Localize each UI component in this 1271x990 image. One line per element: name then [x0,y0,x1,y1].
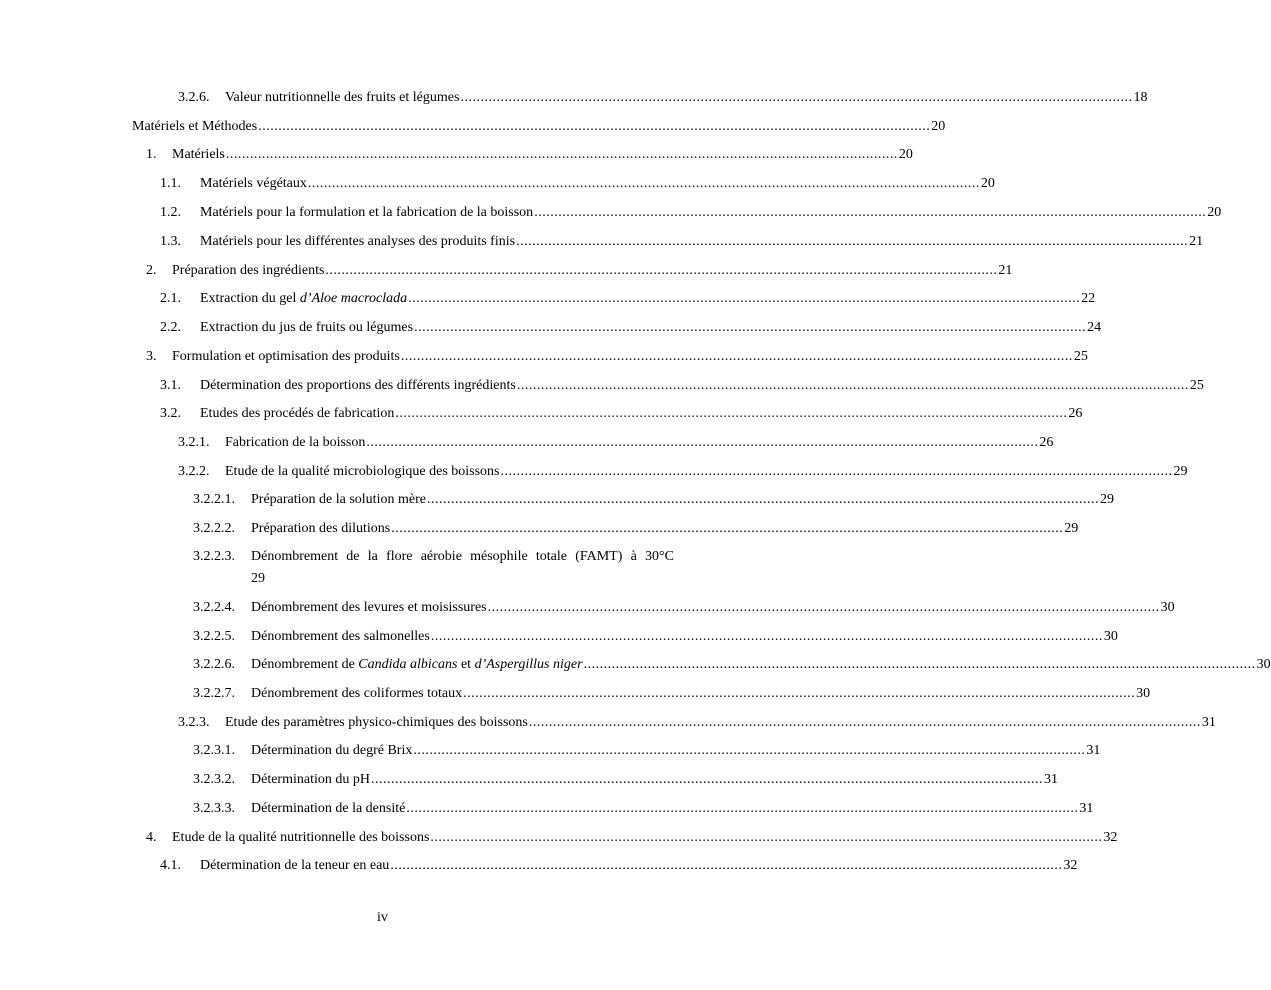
toc-entry-title: Détermination de la teneur en eau [200,858,390,873]
toc-dot-leader: ........................................................................................................................................................................ [395,406,1068,421]
toc-entry-number: 3.2.2.1. [193,492,235,507]
toc-entry-2-1[interactable] [160,289,1096,309]
toc-entry-title: Détermination du pH [251,772,370,787]
toc-entry-page: 26 [1068,406,1083,421]
toc-entry-number: 3.2.2.2. [193,521,235,536]
toc-entry-title: Préparation des ingrédients [172,263,325,278]
toc-entry-number: 4. [146,830,157,845]
toc-entry-title: Détermination des proportions des différents ingrédients [200,378,516,393]
toc-entry-page: 21 [1189,234,1204,249]
toc-entry-3-2-2-1[interactable] [193,490,1114,510]
toc-entry-title: Dénombrement des levures et moisissures [251,600,487,615]
toc-entry-number: 2. [146,263,157,278]
toc-title-text-mid: et [457,657,475,672]
toc-entry-number: 1.2. [160,205,181,220]
toc-entry-page: 21 [998,263,1013,278]
toc-entry-page: 26 [1039,435,1054,450]
toc-entry-title: Matériels pour les différentes analyses des produits finis [200,234,516,249]
toc-dot-leader: ........................................................................................................................................................................ [430,830,1103,845]
toc-dot-leader: ........................................................................................................................................................................ [463,686,1136,701]
toc-entry-1[interactable] [146,145,913,165]
toc-entry-number: 3.2.2.3. [193,549,235,564]
toc-entry-title: Matériels végétaux [200,176,307,191]
toc-entry-3-2-2-5[interactable] [193,627,1118,647]
toc-dot-leader: ........................................................................................................................................................................ [430,629,1103,644]
toc-entry-page: 20 [1207,205,1222,220]
toc-entry-3-2-2-4[interactable] [193,598,1175,618]
toc-entry-page: 32 [1103,830,1118,845]
toc-entry-2[interactable] [146,261,1013,281]
toc-dot-leader: ........................................................................................................................................................................ [487,600,1160,615]
toc-entry-3-1[interactable] [160,376,1204,396]
toc-dot-leader: ........................................................................................................................................................................ [391,521,1064,536]
toc-entry-page: 20 [931,119,946,134]
toc-entry-number: 1.1. [160,176,181,191]
toc-entry-page: 24 [1087,320,1102,335]
toc-entry-page: 29 [251,571,265,586]
toc-title-text: Extraction du gel [200,291,300,306]
toc-entry-title: Fabrication de la boisson [225,435,366,450]
toc-entry-page: 22 [1081,291,1096,306]
toc-entry-number: 3.2.2. [178,464,210,479]
toc-dot-leader: ........................................................................................................................................................................ [528,715,1201,730]
toc-entry-number: 3.1. [160,378,181,393]
toc-dot-leader: ........................................................................................................................................................................ [325,263,998,278]
toc-entry-number: 2.1. [160,291,181,306]
toc-entry-4[interactable] [146,828,1118,848]
toc-title-italic-2: d’Aspergillus niger [474,657,583,672]
toc-entry-3-2-3-1[interactable] [193,741,1101,761]
toc-entry-title [200,289,407,309]
toc-entry-page: 18 [1133,90,1148,105]
toc-entry-title: Etude des paramètres physico-chimiques des boissons [225,715,528,730]
toc-entry-3-2-2-6[interactable] [193,655,1271,675]
toc-entry-3-2-2-2[interactable] [193,519,1079,539]
toc-entry-4-1[interactable] [160,856,1078,876]
toc-entry-number: 3.2.3.3. [193,801,235,816]
toc-entry-title: Matériels [172,147,225,162]
toc-entry-page: 31 [1043,772,1058,787]
toc-entry-page: 29 [1099,492,1114,507]
toc-dot-leader: ........................................................................................................................................................................ [406,801,1079,816]
toc-entry-number: 3.2.2.5. [193,629,235,644]
toc-title-text: Dénombrement de [251,657,359,672]
toc-entry-page: 20 [980,176,995,191]
toc-entry-number: 3.2.3.1. [193,743,235,758]
toc-dot-leader: ........................................................................................................................................................................ [583,657,1256,672]
toc-entry-page: 30 [1103,629,1118,644]
toc-dot-leader: ........................................................................................................................................................................ [225,147,898,162]
toc-entry-page: 20 [898,147,913,162]
toc-dot-leader: ........................................................................................................................................................................ [426,492,1099,507]
toc-entry-title: Valeur nutritionnelle des fruits et légumes [225,90,460,105]
toc-entry-1-2[interactable] [160,203,1222,223]
toc-title-italic: d’Aloe macroclada [299,291,408,306]
toc-dot-leader: ........................................................................................................................................................................ [307,176,980,191]
toc-entry-number: 3. [146,349,157,364]
toc-entry-title: Préparation de la solution mère [251,492,426,507]
toc-dot-leader: ........................................................................................................................................................................ [460,90,1133,105]
toc-entry-number: 2.2. [160,320,181,335]
toc-dot-leader: ........................................................................................................................................................................ [500,464,1173,479]
toc-entry-page: 30 [1256,657,1271,672]
toc-entry-title: Etude de la qualité microbiologique des boissons [225,464,500,479]
toc-entry-number: 3.2.3. [178,715,210,730]
toc-entry-page: 31 [1086,743,1101,758]
toc-entry-materiels-et-methodes[interactable] [132,117,946,137]
toc-dot-leader: ........................................................................................................................................................................ [370,772,1043,787]
toc-entry-page: 32 [1063,858,1078,873]
toc-dot-leader: ........................................................................................................................................................................ [408,291,1081,306]
toc-entry-page: 25 [1189,378,1204,393]
toc-entry-page: 29 [1064,521,1079,536]
toc-entry-number: 3.2.1. [178,435,210,450]
toc-dot-leader: ........................................................................................................................................................................ [366,435,1039,450]
toc-entry-page: 30 [1160,600,1175,615]
toc-entry-1-3[interactable] [160,232,1204,252]
toc-entry-3-2-2-3[interactable] [193,546,674,590]
toc-dot-leader: ........................................................................................................................................................................ [400,349,1073,364]
toc-entry-number: 4.1. [160,858,181,873]
toc-entry-page: 25 [1073,349,1088,364]
toc-entry-3[interactable] [146,347,1088,367]
toc-dot-leader: ........................................................................................................................................................................ [414,320,1087,335]
toc-dot-leader: ........................................................................................................................................................................ [516,234,1189,249]
toc-entry-title: Matériels pour la formulation et la fabrication de la boisson [200,205,534,220]
toc-entry-number: 3.2.2.4. [193,600,235,615]
toc-entry-3-2-3-3[interactable] [193,799,1094,819]
toc-entry-1-1[interactable] [160,174,995,194]
toc-entry-page: 29 [1173,464,1188,479]
toc-dot-leader: ........................................................................................................................................................................ [390,858,1063,873]
toc-entry-number: 3.2. [160,406,181,421]
toc-entry-title: Formulation et optimisation des produits [172,349,400,364]
toc-entry-number: 1. [146,147,157,162]
toc-dot-leader: ........................................................................................................................................................................ [516,378,1189,393]
toc-entry-3-2-2-7[interactable] [193,684,1151,704]
page-number: iv [377,910,388,925]
toc-entry-title: Préparation des dilutions [251,521,391,536]
toc-entry-page: 30 [1136,686,1151,701]
toc-entry-page: 31 [1201,715,1216,730]
toc-entry-3-2[interactable] [160,404,1083,424]
toc-entry-title: Dénombrement de la flore aérobie mésophile totale (FAMT) à 30°C [251,549,674,564]
toc-entry-title: Dénombrement des salmonelles [251,629,430,644]
toc-entry-2-2[interactable] [160,318,1102,338]
toc-title-italic: Candida albicans [358,657,458,672]
toc-entry-number: 3.2.3.2. [193,772,235,787]
toc-entry-title: Etudes des procédés de fabrication [200,406,395,421]
toc-entry-title: Détermination de la densité [251,801,406,816]
toc-entry-title [251,655,583,675]
toc-entry-title: Dénombrement des coliformes totaux [251,686,463,701]
toc-entry-3-2-3-2[interactable] [193,770,1058,790]
toc-entry-number: 3.2.2.7. [193,686,235,701]
toc-entry-title: Matériels et Méthodes [132,119,258,134]
toc-entry-3-2-1[interactable] [178,433,1054,453]
toc-entry-number: 1.3. [160,234,181,249]
toc-entry-3-2-2[interactable] [178,462,1188,482]
toc-entry-number: 3.2.6. [178,90,210,105]
toc-entry-title: Extraction du jus de fruits ou légumes [200,320,414,335]
toc-dot-leader: ........................................................................................................................................................................ [534,205,1207,220]
toc-entry-title: Etude de la qualité nutritionnelle des boissons [172,830,430,845]
toc-entry-number: 3.2.2.6. [193,657,235,672]
toc-dot-leader: ........................................................................................................................................................................ [413,743,1086,758]
toc-dot-leader: ........................................................................................................................................................................ [258,119,931,134]
toc-entry-3-2-6[interactable] [178,88,1148,108]
toc-entry-page: 31 [1079,801,1094,816]
toc-entry-3-2-3[interactable] [178,713,1216,733]
toc-entry-title: Détermination du degré Brix [251,743,413,758]
